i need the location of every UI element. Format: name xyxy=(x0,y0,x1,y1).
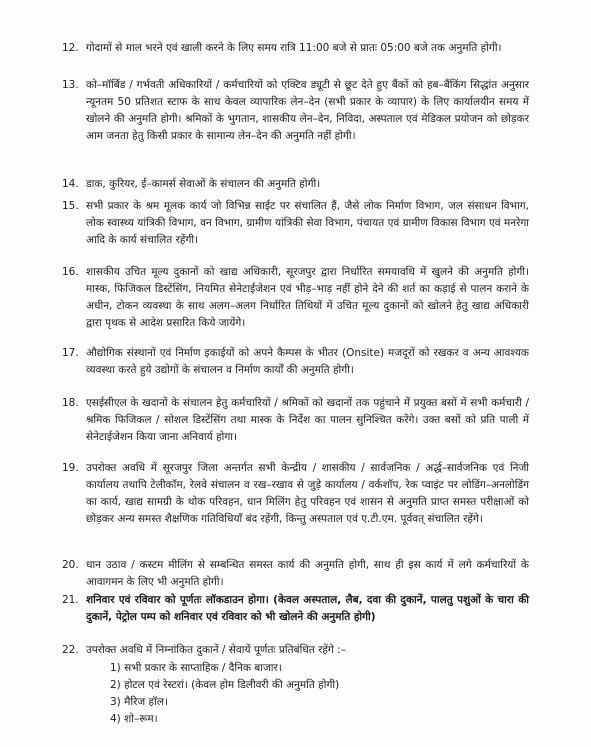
item-text: एसईसीएल के खदानों के संचालन हेतु कर्मचारियों / श्रमिकों को खदानों तक पहुंचाने में प्रयुक्त बसों में सभी कर्मचारी / श्रमिक फिजिकल / सोशल डिस्टेंसिंग तथा मास्क के निर्देश का पालन सुनिश्चित करेंगे। उक्त बसों को प्रति पाली में सेनेटाईजेशन किया जाना अनिवार्य होगा। xyxy=(86,397,529,443)
item-text: गोदामों से माल भरने एवं खाली करने के लिए समय रात्रि 11:00 बजे से प्रातः 05:00 बजे तक अनुमति होगी। xyxy=(86,42,502,54)
sub-list-item: 2) होटल एवं रेस्टरां। (केवल होम डिलीवरी की अनुमति होगी) xyxy=(110,679,340,691)
sub-list-item: 3) मैरिज हॉल। xyxy=(110,696,168,708)
item-text: सभी प्रकार के श्रम मूलक कार्य जो विभिन्न साईट पर संचालित हैं, जैसे लोक निर्माण विभाग, जल संसाधन विभाग, लोक स्वास्थ्य यांत्रिकी विभाग, वन विभाग, ग्रामीण यांत्रिकी सेवा विभाग, पंचायत एवं ग्रामीण विकास विभाग एवं मनरेगा आदि के कार्य संचालित रहेंगी। xyxy=(86,200,529,246)
item-number: 21. xyxy=(62,594,79,606)
item-text: उपरोक्त अवधि में सूरजपुर जिला अन्तर्गत सभी केन्द्रीय / शासकीय / सार्वजनिक / अर्द्ध–सार्वजनिक एवं निजी कार्यालय तथापि टेलीकॉम, रेलवे संचालन व रख–रखाव से जुड़े कार्यालय / वर्कशॉप, रेक प्वाइंट पर लोडिंग–अनलोडिंग का कार्य, खाद्य सामग्री के थोक परिवहन, धान मिलिंग हेतु परिवहन एवं शासन से अनुमति प्राप्त समस्त परीक्षाओं को छोड़कर अन्य समस्त शैक्षणिक गतिविधियाँ बंद रहेंगी, किन्तु अस्पताल एवं ए.टी.एम. पूर्ववत् संचालित रहेंगे। xyxy=(86,462,529,525)
item-text: धान उठाव / कस्टम मीलिंग से सम्बन्धित समस्त कार्य की अनुमति होगी, साथ ही इस कार्य में लगे कर्मचारियों के आवागमन के लिए भी अनुमति होगी। xyxy=(86,559,529,588)
item-number: 18. xyxy=(62,397,79,409)
item-text: उपरोक्त अवधि में निम्नांकित दुकानें / सेवायें पूर्णतः प्रतिबंधित रहेंगे :– xyxy=(86,644,346,656)
item-number: 14. xyxy=(62,178,79,190)
item-number: 15. xyxy=(62,200,79,212)
sub-list-item: 1) सभी प्रकार के साप्ताहिक / दैनिक बाजार। xyxy=(110,662,282,674)
item-text: शासकीय उचित मूल्य दुकानों को खाद्य अधिकारी, सूरजपुर द्वारा निर्धारित समयावधि में खुलने की अनुमति होगी। मास्क, फिजिकल डिस्टेंसिंग, नियमित सेनेटाईजेशन एवं भीड़–भाड़ नहीं होने देने की शर्त का कड़ाई से पालन कराने के अधीन, टोकन व्यवस्था के साथ अलग–अलग निर्धारित तिथियों में उचित मूल्य दुकानों को खोलने हेतु खाद्य अधिकारी द्वारा पृथक से आदेश प्रसारित किये जायेंगे। xyxy=(86,266,529,329)
item-text: औद्योगिक संस्थानों एवं निर्माण इकाईयों को अपने कैम्पस के भीतर (Onsite) मजदूरों को रखकर व अन्य आवश्यक व्यवस्था करते हुये उद्योगों के संचालन व निर्माण कार्यों की अनुमति होगी। xyxy=(86,347,529,376)
item-number: 20. xyxy=(62,559,79,571)
item-text: शनिवार एवं रविवार को पूर्णतः लॉकडाउन होगा। (केवल अस्पताल, लैब, दवा की दुकानें, पालतु पशुओं के चारा की दुकानें, पेट्रोल पम्प को शनिवार एवं रविवार को भी खोलने की अनुमति होगी) xyxy=(86,594,529,623)
sub-list-item: 4) शो–रूम। xyxy=(110,713,158,725)
item-text: डाक, कुरियर, ई–कामर्स सेवाओं के संचालन की अनुमति होगी। xyxy=(86,178,321,190)
item-number: 12. xyxy=(62,42,79,54)
item-number: 16. xyxy=(62,266,79,278)
item-number: 22. xyxy=(62,644,79,656)
item-text: को–मॉर्बिड / गर्भवती अधिकारियों / कर्मचारियों को एक्टिव ड्यूटी से छूट देते हुए बैंकों को हब–बैंकिंग सिद्धांत अनुसार न्यूनतम 50 प्रतिशत स्टाफ के साथ केवल व्यापारिक लेन–देन (सभी प्रकार के व्यापार) के लिए कार्यालयीन समय में खोलने की अनुमति होगी। श्रमिकों के भुगतान, शासकीय लेन–देन, निविदा, अस्पताल एवं मेडिकल प्रयोजन को छोड़कर आम जनता हेतु किसी प्रकार के सामान्य लेन–देन की अनुमति नहीं होगी। xyxy=(86,79,529,142)
item-number: 17. xyxy=(62,347,79,359)
item-number: 13. xyxy=(62,79,79,91)
item-number: 19. xyxy=(62,462,79,474)
